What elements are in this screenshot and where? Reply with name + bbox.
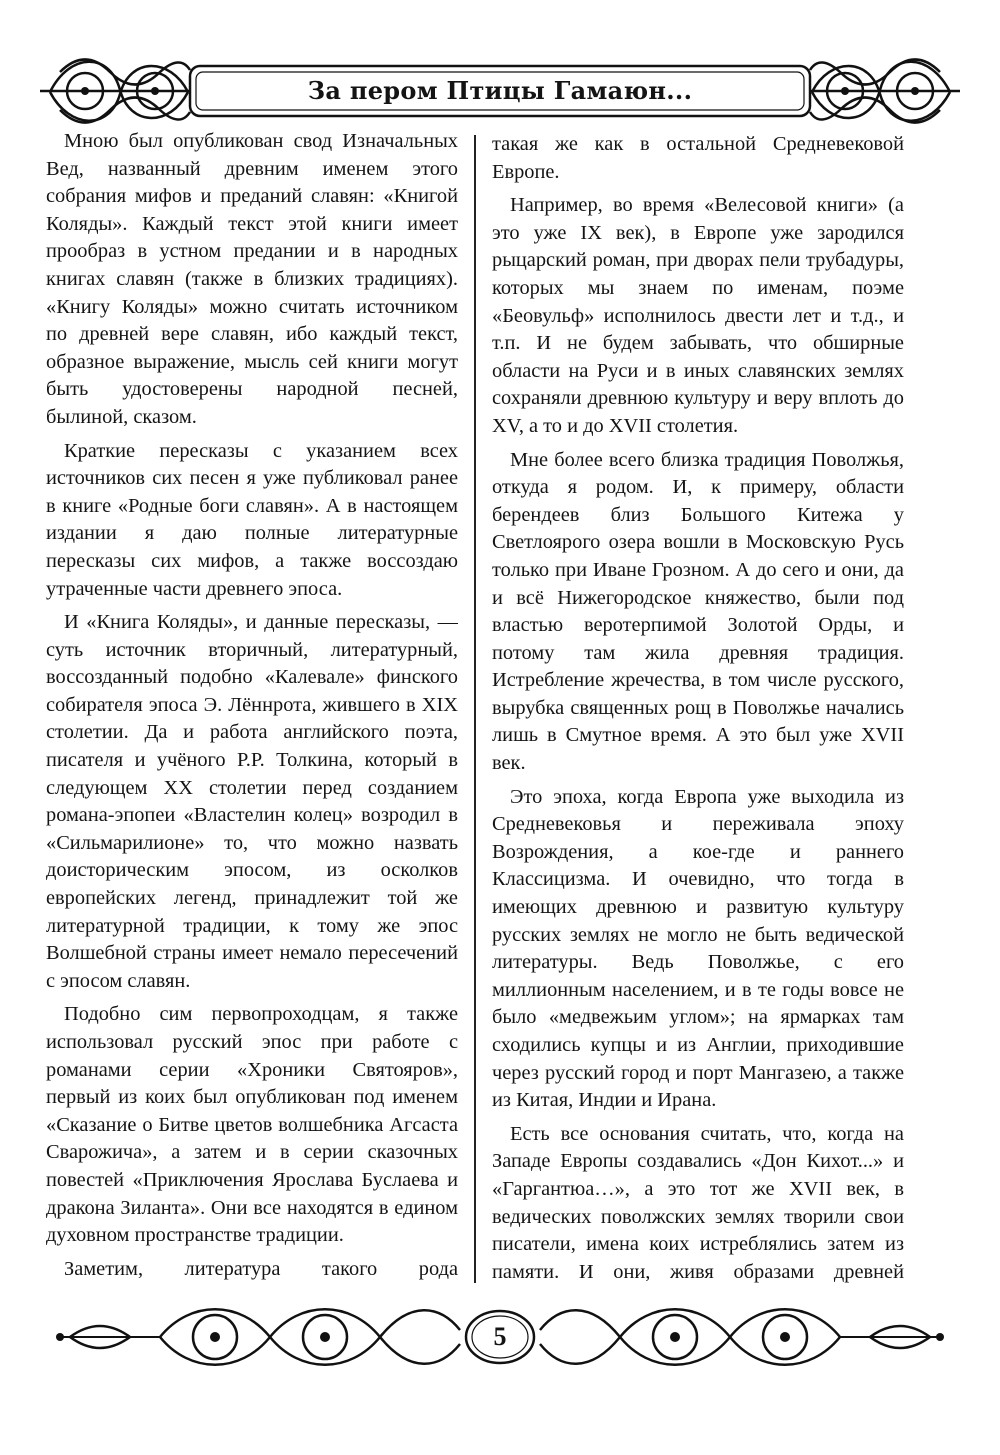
column-divider	[474, 135, 476, 1283]
page-footer	[40, 1285, 960, 1390]
page-header	[40, 42, 960, 137]
page-number: 5	[493, 1322, 507, 1351]
left-column	[46, 128, 458, 1286]
paragraph: Это эпоха, когда Европа уже выходила из Средневековья и переживала эпоху Возрождения, а кое-где и раннего Классицизма. И очевидно, что тогда в имеющих древнюю и развитую культуру русских землях не могло не быть ведической литературы. Ведь Поволжье, с его миллионным населением, и в те годы вовсе не было «медвежьим углом»; на ярмарках там сходились купцы и из Англии, приходившие через русский город и порт Мангазею, а также из Китая, Индии и Ирана.	[492, 785, 904, 1112]
paragraph: Мною был опубликован свод Изначальных Вед, названный древним именем этого собрания мифов и преданий славян: «Книгой Коляды». Каждый текст этой книги имеет прообраз в устном предании и в народных книгах славян (также в близких традициях). «Книгу Коляды» можно считать источником по древней вере славян, ибо каждый текст, образное выражение, мысль сей книги могут быть удостоверены народной песней, былиной, сказом.	[46, 130, 458, 428]
paragraph: Мне более всего близка традиция Поволжья, откуда я родом. И, к примеру, области берендеев близ Большого Китежа у Светлоярого озера вошли в Московскую Русь только при Иване Грозном. А до сего и они, да и всё Нижегородское княжество, были под властью веротерпимой Золотой Орды, и потому там жила древняя традиция. Истребление жречества, в том числе русского, вырубка священных рощ в Поволжье начались лишь в Смутное время. А это был уже XVII век.	[492, 448, 904, 775]
paragraph: И «Книга Коляды», и данные пересказы, — суть источник вторичный, литературный, воссозданный подобно «Калевале» финского собирателя эпоса Э. Лённрота, жившего в XIX столетии. Да и работа английского поэта, писателя и учёного Р.Р. Толкина, который в следующем XX столетии перед созданием романа-эпопеи «Властелин колец» возродил в «Сильмарилионе» то, что можно назвать доисторическим эпосом, из осколков европейских легенд, принадлежит той же литературной традиции, к тому же эпос Волшебной страны имеет немало пересечений с эпосом славян.	[46, 611, 458, 992]
paragraph: Есть все основания считать, что, когда на Западе Европы создавались «Дон Кихот...» и «Гаргантюа…», а это тот же XVII век, в ведических поволжских землях творили свои писатели, имена коих истреблялись затем из памяти. И они, живя образами древней	[492, 1122, 904, 1283]
right-column	[492, 131, 904, 1289]
paragraph-continued: такая же как в остальной Средневековой Европе.	[492, 133, 904, 183]
paragraph: Заметим, литература такого рода	[64, 1257, 458, 1280]
paragraph: Краткие пересказы с указанием всех источников сих песен я уже публиковал ранее в книге «Родные боги славян». А в настоящем издании я даю полные литературные пересказы сих мифов, а также воссоздаю утраченные части древнего эпоса.	[46, 439, 458, 600]
running-header-title: За пером Птицы Гамаюн...	[307, 76, 693, 105]
paragraph: Например, во время «Велесовой книги» (а это уже IX век), в Европе уже зародился рыцарский роман, при дворах пели трубадуры, которых мы знаем по именам, поэме «Беовульф» исполнилось двести лет и т.д., и т.п. И не будем забывать, что обширные области на Руси и в иных славянских землях сохраняли древнюю культуру и веру вплоть до XV, а то и до XVII столетия.	[492, 194, 904, 437]
paragraph: Подобно сим первопроходцам, я также использовал русский эпос при работе с романами серии «Хроники Святояров», первый из коих был опубликован под именем «Сказание о Битве цветов волшебника Агсаста Сварожича», а затем и в серии сказочных повестей «Приключения Ярослава Буслаева и дракона Зиланта». Они все находятся в едином духовном пространстве традиции.	[46, 1003, 458, 1247]
